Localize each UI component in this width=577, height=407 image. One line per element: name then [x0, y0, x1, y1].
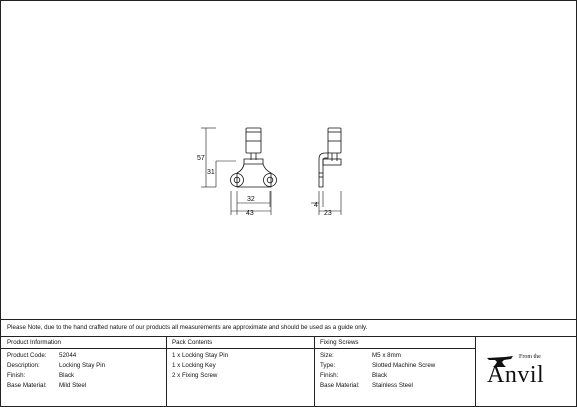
- pin-base-plate: [237, 159, 271, 187]
- brand-name: Anvil: [487, 362, 545, 388]
- description-value: Locking Stay Pin: [59, 362, 106, 369]
- front-view: [231, 128, 277, 187]
- screw-type-value: Slotted Machine Screw: [372, 362, 436, 369]
- pack-item: 1 x Locking Stay Pin: [172, 352, 229, 359]
- description-label: Description:: [7, 362, 40, 369]
- product-information-heading: Product Information: [7, 339, 61, 346]
- brand-logo: [485, 349, 571, 389]
- headings-rule: [1, 348, 475, 349]
- finish-label: Finish:: [7, 372, 26, 379]
- technical-drawing: [1, 1, 576, 319]
- screw-material-label: Base Material:: [320, 382, 360, 389]
- dim-hole-span: 32: [247, 196, 255, 203]
- product-code-value: 52044: [59, 352, 77, 359]
- screw-size-value: M5 x 8mm: [372, 352, 401, 359]
- base-material-label: Base Material:: [7, 382, 47, 389]
- dim-side-offset: 4: [314, 202, 318, 209]
- fixing-screws-heading: Fixing Screws: [320, 339, 359, 346]
- brand-prefix: From the: [519, 354, 541, 360]
- dim-height-total: 57: [197, 155, 205, 162]
- measurement-note: Please Note, due to the hand crafted nature of our products all measurements are approximate and should be used as a guide only.: [7, 324, 368, 331]
- dim-side-depth: 23: [324, 210, 332, 217]
- side-view: [319, 128, 341, 187]
- column-divider-2: [314, 336, 315, 406]
- dimension-lines: [201, 128, 341, 215]
- product-code-label: Product Code:: [7, 352, 47, 359]
- side-bracket: [319, 153, 328, 187]
- column-divider-3: [475, 336, 476, 406]
- note-top-rule: [1, 319, 576, 320]
- screw-type-label: Type:: [320, 362, 336, 369]
- dim-height-lower: 31: [207, 169, 215, 176]
- screw-size-label: Size:: [320, 352, 334, 359]
- screw-material-value: Stainless Steel: [372, 382, 413, 389]
- screw-finish-value: Black: [372, 372, 388, 379]
- column-divider-1: [166, 336, 167, 406]
- dim-width-total: 43: [246, 210, 254, 217]
- pack-item: 1 x Locking Key: [172, 362, 216, 369]
- screw-finish-label: Finish:: [320, 372, 339, 379]
- pack-contents-heading: Pack Contents: [172, 339, 213, 346]
- base-material-value: Mild Steel: [59, 382, 87, 389]
- note-bottom-rule: [1, 336, 576, 337]
- finish-value: Black: [59, 372, 75, 379]
- fixing-hole-right: [264, 174, 277, 187]
- pack-item: 2 x Fixing Screw: [172, 372, 218, 379]
